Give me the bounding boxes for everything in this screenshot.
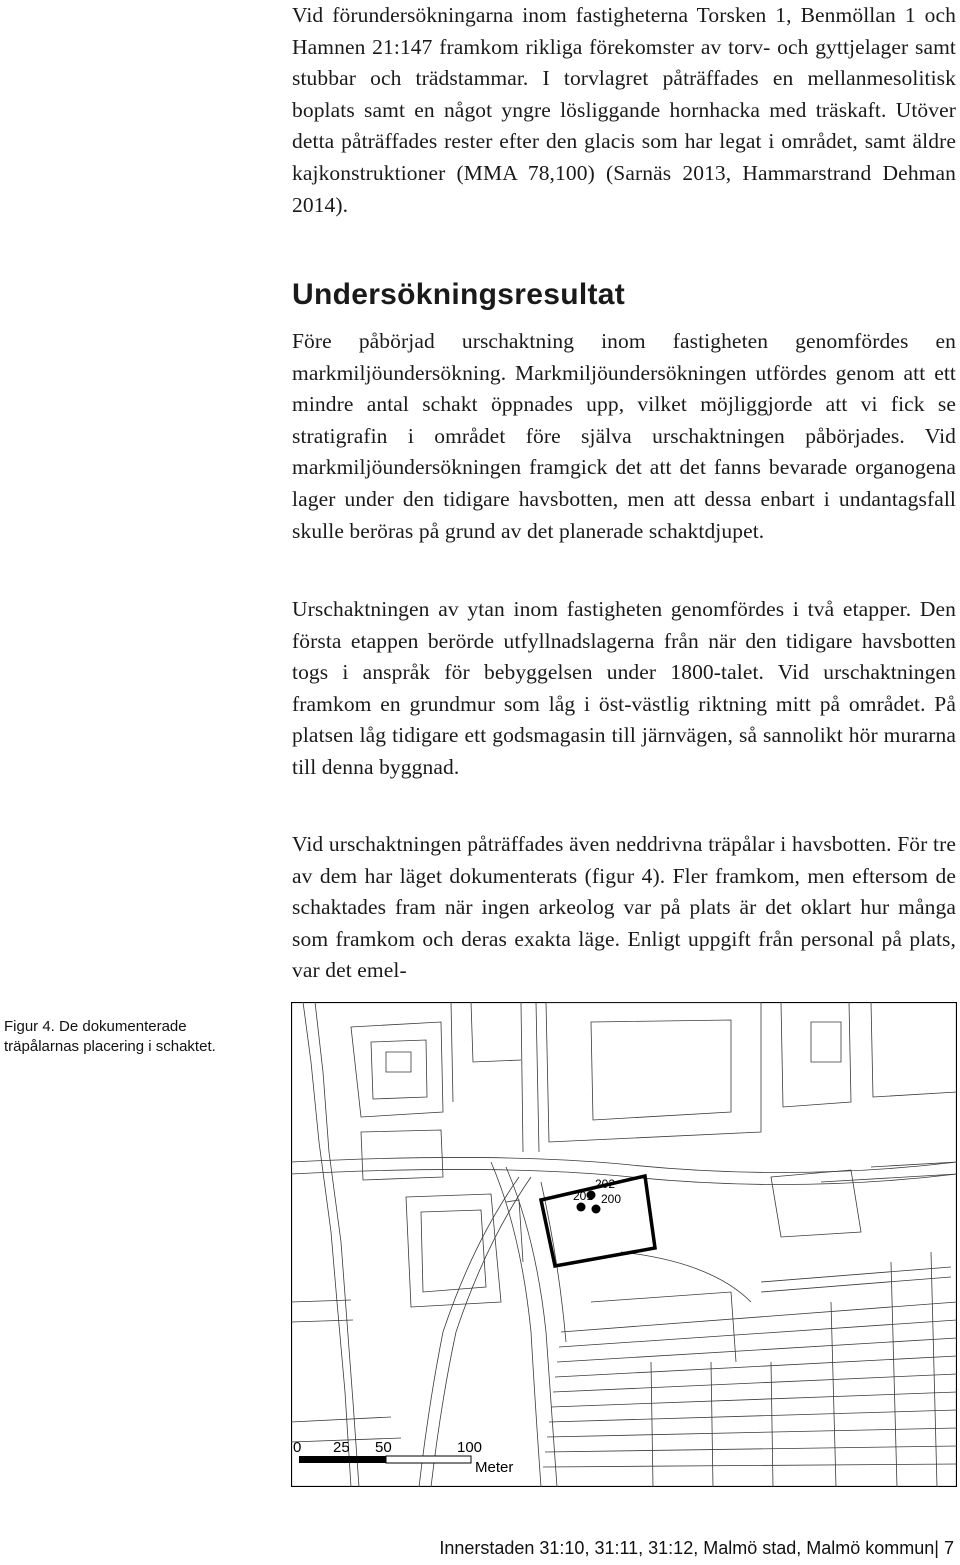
body-paragraph: Vid urschaktningen påträffades även neddrivna träpålar i havsbotten. För tre av dem har läget dokumenterats (figur 4). Fler framkom, men eftersom de schaktades fram när ingen arkeolog var på plats är det oklart hur många som framkom och deras exakta läge. Enligt uppgift från personal på plats, var det emel-: [292, 832, 956, 983]
pile-label: 200: [601, 1192, 622, 1206]
pile-label: 201: [573, 1189, 594, 1203]
figure-caption: Figur 4. De dokumenterade träpålarnas placering i schaktet.: [4, 1018, 216, 1055]
pile-label: 202: [595, 1177, 616, 1191]
page-number: 7: [943, 1538, 954, 1558]
site-map-figure: [291, 1002, 957, 1487]
pile-point-201: [577, 1203, 586, 1212]
footer-separator: |: [934, 1538, 939, 1558]
scale-tick-label: 50: [375, 1439, 392, 1456]
pile-point-200: [592, 1205, 601, 1214]
scale-tick-label: 25: [333, 1439, 350, 1456]
map-frame: [292, 1003, 957, 1487]
body-paragraph: Före påbörjad urschaktning inom fastigheten genomfördes en markmiljöundersökning. Markmiljöundersökningen utfördes genom att ett mindre antal schakt öppnades upp, vilket möjliggjorde att vi fick se stratigrafin i området före själva urschaktningen påbörjades. Vid markmiljöundersökningen framgick det att det fanns bevarade organogena lager under den tidigare havsbotten, men att dessa enbart i undantagsfall skulle beröras på grund av det planerade schaktdjupet.: [292, 329, 956, 543]
page-footer: [439, 1538, 954, 1559]
section-heading: Undersökningsresultat: [292, 278, 626, 311]
scale-tick-label: 0: [293, 1439, 302, 1456]
scale-tick-label: 100: [457, 1439, 483, 1456]
body-paragraph: Vid förundersökningarna inom fastigheterna Torsken 1, Benmöllan 1 och Hamnen 21:147 framkom rikliga förekomster av torv- och gyttjelager samt stubbar och trädstammar. I torvlagret påträffades en mellanmesolitisk boplats samt en något yngre lösliggande hornhacka med träskaft. Utöver detta påträffades rester efter den glacis som har legat i området, samt äldre kajkonstruktioner (MMA 78,100) (Sarnäs 2013, Hammarstrand Dehman 2014).: [292, 3, 956, 217]
body-paragraph: Urschaktningen av ytan inom fastigheten genomfördes i två etapper. Den första etappen berörde utfyllnadslagerna från när den tidigare havsbotten togs i anspråk för bebyggelsen under 1800-talet. Vid urschaktningen framkom en grundmur som låg i öst-västlig riktning mitt på området. På platsen låg tidigare ett godsmagasin till järnvägen, så sannolikt hör murarna till denna byggnad.: [292, 597, 956, 779]
scale-unit-label: Meter: [475, 1459, 514, 1476]
footer-title: Innerstaden 31:10, 31:11, 31:12, Malmö stad, Malmö kommun: [439, 1538, 935, 1558]
